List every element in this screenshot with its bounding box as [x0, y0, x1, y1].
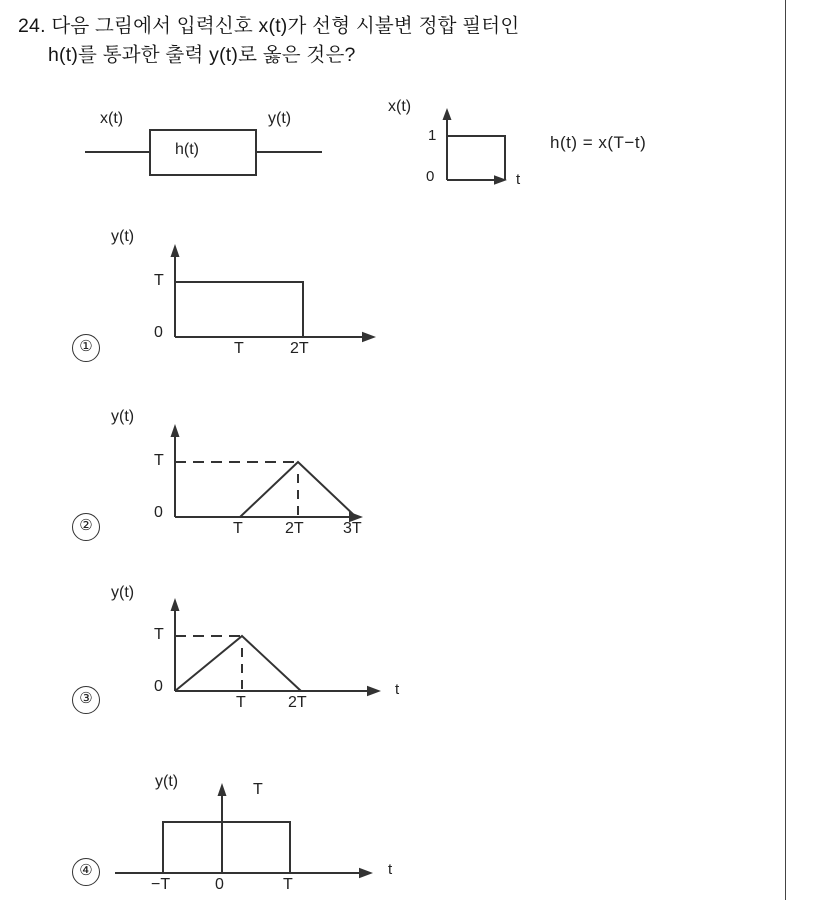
option-1-x-tick-T: T — [234, 340, 244, 357]
input-signal-figure — [385, 100, 715, 200]
block-diagram-figure — [80, 112, 330, 192]
option-4-figure[interactable] — [105, 768, 445, 900]
option-3-x-tick-2T: 2T — [288, 694, 307, 711]
matched-filter-equation: h(t) = x(T−t) — [550, 133, 647, 152]
option-1-figure[interactable] — [111, 228, 438, 357]
option-4-amplitude-label: T — [253, 781, 263, 798]
input-plot-y-tick-high: 1 — [428, 127, 437, 144]
question-line-1: 24. 다음 그림에서 입력신호 x(t)가 선형 시불변 정합 필터인 — [18, 15, 520, 37]
question-text — [18, 12, 758, 70]
option-3-y-tick-zero: 0 — [154, 678, 163, 695]
option-1-y-tick-zero: 0 — [154, 324, 163, 341]
option-3-y-tick-high: T — [154, 626, 164, 643]
option-2-figure[interactable] — [111, 408, 458, 542]
option-4-x-tick-minus-T: −T — [151, 876, 171, 893]
y-axis-arrowhead — [171, 244, 180, 257]
input-plot-y-tick-zero: 0 — [426, 168, 435, 185]
option-2-y-tick-zero: 0 — [154, 504, 163, 521]
option-3-y-axis-label: y(t) — [111, 584, 135, 601]
block-diagram-output-label: y(t) — [268, 110, 292, 127]
input-plot-x-axis-label: t — [516, 171, 521, 188]
question-line-2: h(t)를 통과한 출력 y(t)로 옳은 것은? — [48, 44, 356, 66]
option-2-y-tick-high: T — [154, 452, 164, 469]
option-1-y-axis-label: y(t) — [111, 228, 135, 245]
option-1-y-tick-high: T — [154, 272, 164, 289]
option-1-signal-trace — [175, 282, 303, 337]
option-3-x-tick-T: T — [236, 694, 246, 711]
option-marker-1[interactable]: ① — [72, 334, 100, 362]
option-2-signal-trace — [175, 462, 356, 517]
y-axis-arrowhead — [171, 598, 180, 611]
y-axis-arrowhead — [443, 108, 452, 120]
option-2-x-tick-2T: 2T — [285, 520, 304, 537]
x-axis-arrowhead — [362, 332, 376, 342]
x-axis-arrowhead — [367, 686, 381, 696]
x-axis-arrowhead — [359, 868, 373, 878]
option-3-figure[interactable] — [111, 584, 458, 716]
option-2-x-tick-3T: 3T — [343, 520, 362, 537]
block-diagram-block-label: h(t) — [175, 141, 199, 158]
input-pulse-trace — [447, 136, 505, 180]
option-4-x-tick-T: T — [283, 876, 293, 893]
filter-block — [150, 130, 256, 175]
y-axis-arrowhead — [171, 424, 180, 437]
option-2-x-tick-T: T — [233, 520, 243, 537]
option-marker-4[interactable]: ④ — [72, 858, 100, 886]
page-margin-rule — [785, 0, 786, 900]
block-diagram-input-label: x(t) — [100, 110, 124, 127]
option-marker-2[interactable]: ② — [72, 513, 100, 541]
option-1-x-tick-2T: 2T — [290, 340, 309, 357]
option-4-x-axis-label: t — [388, 861, 393, 878]
option-4-y-axis-label: y(t) — [155, 773, 179, 790]
y-axis-arrowhead — [218, 783, 227, 796]
option-3-signal-trace — [175, 636, 301, 691]
input-plot-y-axis-label: x(t) — [388, 98, 412, 115]
option-2-y-axis-label: y(t) — [111, 408, 135, 425]
option-marker-3[interactable]: ③ — [72, 686, 100, 714]
option-3-x-axis-label: t — [395, 681, 400, 698]
option-4-x-tick-zero: 0 — [215, 876, 224, 893]
option-4-signal-trace — [163, 822, 290, 873]
